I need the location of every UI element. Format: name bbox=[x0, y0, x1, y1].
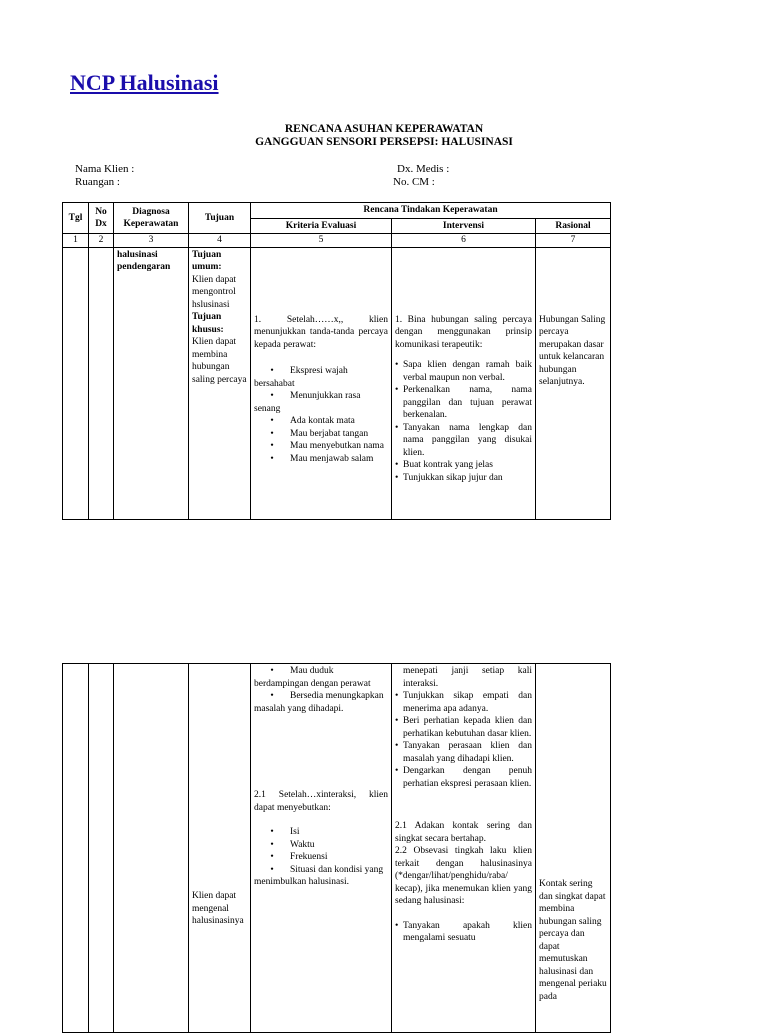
list-item: • Tunjukkan sikap empati dan menerima apa adanya. bbox=[395, 690, 532, 715]
kriteria-list bbox=[254, 365, 388, 465]
intervensi-2-2: 2.2 Obsevasi tingkah laku klien terkait dengan halusinasinya (*dengar/lihat/penghidu/raba/ kecap), jika menemukan klien yang sedang halusinasi: bbox=[395, 846, 532, 906]
kriteria-list bbox=[254, 665, 388, 715]
list-item: • Mau duduk berdampingan dengan perawat bbox=[254, 666, 371, 689]
care-plan-table bbox=[62, 202, 611, 520]
list-item: • Tanyakan apakah klien mengalami sesuatu bbox=[395, 920, 532, 945]
diagnosa-cell bbox=[114, 664, 189, 1033]
col-number: 6 bbox=[392, 234, 536, 248]
col-number: 7 bbox=[536, 234, 611, 248]
intervensi-2-list bbox=[395, 920, 532, 945]
plan-heading: RENCANA ASUHAN KEPERAWATAN bbox=[284, 123, 484, 135]
tujuan-khusus-text: Klien dapat membina hubungan saling percaya bbox=[192, 337, 247, 385]
kriteria-cell bbox=[251, 664, 392, 1033]
list-item: • Bersedia menungkapkan masalah yang dihadapi. bbox=[254, 691, 384, 714]
rasional-cell: Hubungan Saling percaya merupakan dasar untuk kelancaran hubungan selanjutnya. bbox=[536, 247, 611, 520]
tgl-cell bbox=[63, 664, 89, 1033]
header-tujuan: Tujuan bbox=[189, 203, 251, 234]
list-item: • Waktu bbox=[270, 839, 315, 850]
header-rencana: Rencana Tindakan Keperawatan bbox=[251, 203, 611, 219]
header-diagnosa: Diagnosa Keperawatan bbox=[114, 203, 189, 234]
header-tgl: Tgl bbox=[63, 203, 89, 234]
list-item: • Beri perhatian kepada klien dan perhatikan kebutuhan dasar klien. bbox=[395, 715, 532, 740]
ruangan-label: Ruangan : bbox=[75, 176, 120, 188]
intervensi-list bbox=[395, 690, 532, 790]
document-title[interactable]: NCP Halusinasi bbox=[70, 70, 219, 95]
intervensi-intro: 1. Bina hubungan saling percaya dengan menggunakan prinsip komunikasi terapeutik: bbox=[395, 314, 532, 350]
col-number: 4 bbox=[189, 234, 251, 248]
list-item: • Situasi dan kondisi yang menimbulkan halusinasi. bbox=[254, 864, 384, 887]
rasional-cell: Kontak sering dan singkat dapat membina hubungan saling percaya dan dapat memutuskan halusinasi dan mengenal periaku pada bbox=[536, 664, 611, 1033]
kriteria-intro: 1. Setelah……x,, klien menunjukkan tanda-tanda percaya kepada perawat: bbox=[254, 314, 388, 350]
tujuan-umum-text: Klien dapat mengontrol hslusinasi bbox=[192, 274, 237, 310]
intervensi-continued: menepati janji setiap kali interaksi. bbox=[403, 666, 532, 689]
table-row bbox=[63, 664, 611, 1033]
list-item: • Ekspresi wajah bersahabat bbox=[254, 366, 348, 389]
table-row bbox=[63, 247, 611, 520]
no-dx-cell bbox=[89, 664, 114, 1033]
col-number: 5 bbox=[251, 234, 392, 248]
col-number: 1 bbox=[63, 234, 89, 248]
tujuan-cell bbox=[189, 247, 251, 520]
list-item: • Ada kontak mata bbox=[270, 416, 355, 426]
plan-subheading: GANGGUAN SENSORI PERSEPSI: HALUSINASI bbox=[255, 136, 513, 148]
no-cm-label: No. CM : bbox=[393, 176, 435, 188]
intervensi-2-1: 2.1 Adakan kontak sering dan singkat secara bertahap. bbox=[395, 821, 532, 844]
dx-medis-label: Dx. Medis : bbox=[397, 163, 450, 175]
list-item: • Mau berjabat tangan bbox=[270, 428, 369, 439]
list-item: • Sapa klien dengan ramah baik verbal maupun non verbal. bbox=[395, 359, 532, 384]
nama-klien-label: Nama Klien : bbox=[75, 163, 135, 175]
tujuan-umum-label: Tujuan umum: bbox=[192, 249, 222, 272]
list-item: • Mau menyebutkan nama bbox=[270, 441, 384, 451]
header-no-dx: No Dx bbox=[89, 203, 114, 234]
list-item: • Tanyakan perasaan klien dan masalah yang dihadapi klien. bbox=[395, 740, 532, 765]
intervensi-list bbox=[395, 359, 532, 484]
list-item: • Tanyakan nama lengkap dan nama panggilan yang disukai klien. bbox=[395, 422, 532, 460]
header-kriteria: Kriteria Evaluasi bbox=[251, 218, 392, 234]
list-item: • Dengarkan dengan penuh perhatian ekspresi perasaan klien. bbox=[395, 765, 532, 790]
list-item: • Frekuensi bbox=[270, 852, 328, 862]
kriteria-2-intro: 2.1 Setelah…xinteraksi, klien dapat menyebutkan: bbox=[254, 790, 388, 813]
diagnosa-cell: halusinasi pendengaran bbox=[114, 247, 189, 520]
header-rasional: Rasional bbox=[536, 218, 611, 234]
header-intervensi: Intervensi bbox=[392, 218, 536, 234]
tujuan-cell: Klien dapat mengenal halusinasinya bbox=[189, 664, 251, 1033]
tujuan-khusus-label: Tujuan khusus: bbox=[192, 312, 224, 335]
kriteria-2-list bbox=[254, 826, 388, 889]
list-item: • Perkenalkan nama, nama panggilan dan tujuan perawat berkenalan. bbox=[395, 384, 532, 422]
list-item: • Isi bbox=[270, 827, 300, 837]
intervensi-cell bbox=[392, 664, 536, 1033]
list-item: • Mau menjawab salam bbox=[270, 453, 374, 464]
care-plan-table-continued bbox=[62, 663, 611, 1033]
kriteria-cell bbox=[251, 247, 392, 520]
tgl-cell bbox=[63, 247, 89, 520]
intervensi-cell bbox=[392, 247, 536, 520]
list-item: • Tunjukkan sikap jujur dan bbox=[395, 472, 532, 485]
col-number: 2 bbox=[89, 234, 114, 248]
list-item: • Menunjukkan rasa senang bbox=[254, 391, 361, 414]
col-number: 3 bbox=[114, 234, 189, 248]
no-dx-cell bbox=[89, 247, 114, 520]
list-item: • Buat kontrak yang jelas bbox=[395, 459, 532, 472]
